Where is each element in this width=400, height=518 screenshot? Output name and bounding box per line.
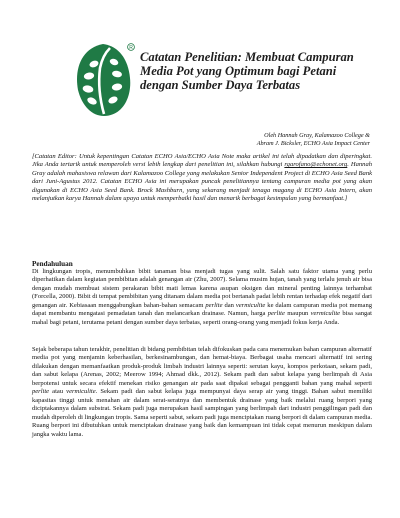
p1-text-b: dan	[222, 301, 236, 309]
editor-note	[32, 153, 372, 203]
p1-text-d: maupun	[284, 310, 311, 318]
editor-note-text-start: [Catatan Editor: Untuk kepentingan Catatan ECHO Asia/ECHO Asia Note maka artikel ini telah dipadatkan dan diperingkat. Jika Anda tertarik untuk memperoleh versi lebih lengkap dari penelitian ini, silahkan hubungi	[32, 153, 372, 169]
p2-text-c: . Sekam padi dan sabut kelapa juga mempunyai daya serap air yang tinggi. Bahan sabut memiliki kapasitas tinggi untuk menahan air dalam serat-seratnya dan membentuk drainase yang baik melalui ruang berpori yang diciptakannya dalam substrat. Sekam padi juga merupakan hasil sampingan yang berlimpah dari industri penggilingan padi dan mudah diperoleh di lingkungan tropis. Sama seperti sabut, sekam padi juga menciptakan ruang berpori di dalam campuran media. Ruang berpori ini dibutuhkan untuk menciptakan drainase yang baik dan kemampuan ini tidak cepat menurun meskipun dalam jangka waktu lama.	[32, 388, 372, 438]
p1-term-perlite-2: perlite	[267, 310, 285, 318]
editor-note-text-end: . Hannah Gray adalah mahasiswa relawan dari Kalamazoo College yang melakukan Senior Independent Project di ECHO Asia Seed Bank dari Juni-Agustus 2012. Catatan ECHO Asia ini merupakan puncak penelitiannya tentang campuran media pot yang akan digunakan di ECHO Asia Seed Bank. Brock Mashburn, yang sekarang menjadi tenaga magang di ECHO Asia Intern, akan melanjutkan karya Hannah dalam upaya untuk memperbaiki hasil dan menarik berbagai kesimpulan yang bermanfaat.]	[32, 161, 372, 203]
p1-term-perlite-1: perlite	[205, 301, 223, 309]
p2-text-b: atau	[49, 388, 67, 396]
p1-text-e: bisa sangat mahal bagi petani, terutama petani dengan sumber daya terbatas, seperti orang-orang yang menjadi fokus kerja Anda.	[32, 310, 372, 326]
contact-email-link[interactable]: rgarofano@echonet.org	[284, 161, 348, 169]
svg-text:R: R	[129, 45, 133, 52]
echo-leaf-logo-icon	[70, 40, 136, 118]
section-heading: Pendahuluan	[32, 260, 73, 268]
byline-line-2: Abram J. Bicksler, ECHO Asia Impact Center	[256, 140, 370, 147]
p1-text-c: ke dalam campuran media pot memang dapat membantu mengatasi pemadatan tanah dan melancarkan drainase. Namun, harga	[32, 301, 373, 318]
p2-term-vermiculite: vermiculite	[66, 388, 96, 396]
p1-term-vermiculite-2: vermiculite	[310, 310, 341, 318]
author-byline	[150, 132, 370, 148]
document-title: Catatan Penelitian: Membuat Campuran Media Pot yang Optimum bagi Petani dengan Sumber Daya Terbatas	[140, 50, 354, 93]
p2-term-perlite: perlite	[32, 388, 50, 396]
byline-line-1: Oleh Hannah Gray, Kalamazoo College &	[264, 132, 370, 139]
paragraph-2	[32, 346, 372, 439]
p1-text-a: Di lingkungan tropis, menumbuhkan bibit tanaman bisa menjadi tugas yang sulit. Salah satu faktor utama yang perlu diperhatikan dalam kegiatan pembibitan adalah genangan air (Zhu, 2007). Selama musim hujan, tanah yang terlalu jenuh air bisa dengan mudah membuat sistem perakaran bibit mati lemas karena asupan oksigen dan mineral penting lainnya terhambat (Forcella, 2000). Bibit di tempat pembibitan yang ditanam dalam media pot bertanah padat lebih rentan terhadap efek negatif dari genangan air. Kebiasaan menggabungkan bahan-bahan semacam	[32, 268, 372, 309]
p1-term-vermiculite-1: vermiculite	[235, 301, 266, 309]
p2-text-a: Sejak beberapa tahun terakhir, penelitian di bidang pembibitan telah difokuskan pada cara menemukan bahan campuran alternatif media pot yang menjamin keberhasilan, berkesinambungan, dan hemat-biaya. Berbagai usaha mencari alternatif ini sering dilakukan dengan memanfaatkan produk-produk limbah industri lainnya seperti: serutan kayu, kompos perkotaan, sekam padi, dan sabut kelapa (Arenas, 2002; Meerow 1994; Ahmad dkk., 2012). Sekam padi dan sabut kelapa yang berlimpah di Asia berpotensi untuk secara efektif menekan risiko genangan air pada saat dipakai sebagai pengganti bahan yang mahal seperti	[32, 346, 372, 387]
paragraph-1	[32, 268, 372, 327]
